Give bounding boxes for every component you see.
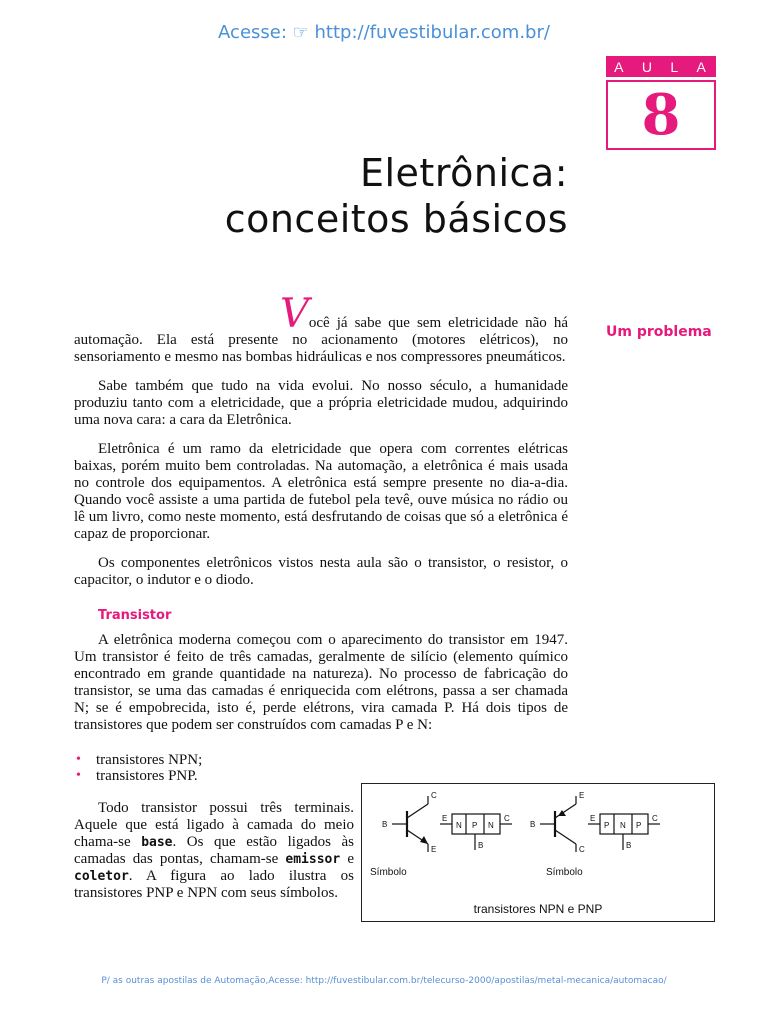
list-item-text: transistores NPN; (96, 752, 203, 768)
npn-symbol-label: Símbolo (370, 867, 407, 878)
page-title (225, 150, 568, 242)
text-run: . A figura ao lado ilustra os transistores PNP e NPN com seus símbolos. (74, 868, 354, 901)
term-base: base (141, 835, 173, 850)
transistor-section (74, 632, 568, 746)
text-run: . Os que estão ligados às camadas das pontas, chamam-se (74, 834, 354, 867)
list-item (74, 768, 202, 784)
pnp-c-label: C (579, 845, 585, 854)
aula-letter: A (696, 58, 708, 75)
aula-letter: A (614, 58, 626, 75)
bullet-icon: • (76, 752, 81, 767)
intro-text: ocê já sabe que sem eletricidade não há automação. Ela está presente no acionamento (motores elétricos), no sensoriamento e mesmo nas bombas hidráulicas e nos compressores pneumáticos. (74, 315, 568, 365)
paragraph: A eletrônica moderna começou com o aparecimento do transistor em 1947. Um transistor é feito de três camadas, geralmente de silício (elemento químico encontrado em grande quantidade na natureza). No processo de fabricação do transistor, se uma das camadas é enriquecida com elétrons, passa a ser chamada N; se é empobrecida, isto é, perde elétrons, vira camada P. Há dois tipos de transistores que podem ser construídos com camadas P e N: (74, 632, 568, 733)
figure-caption: transistores NPN e PNP (473, 902, 603, 916)
list-item-text: transistores PNP. (96, 768, 198, 784)
pnp-layers (588, 814, 660, 850)
paragraph: Eletrônica é um ramo da eletricidade que opera com correntes elétricas baixas, porém muito bem controladas. Na automação, a eletrônica é mais usada no controle dos equipamentos. A eletrônica está sempre presente no dia-a-dia. Quando você assiste a uma partida de futebol pela tevê, ouve música no rádio ou lê um livro, como neste momento, está desfrutando de coisas que só a eletrônica é capaz de proporcionar. (74, 441, 568, 542)
pnp-layer-e: E (590, 814, 596, 823)
pnp-symbol (530, 791, 585, 878)
aula-letter: U (641, 58, 654, 75)
intro-paragraph (74, 291, 568, 366)
bullet-list (74, 752, 202, 784)
npn-layer-e: E (442, 814, 448, 823)
lesson-number-box (606, 80, 716, 150)
term-coletor: coletor (74, 869, 129, 884)
transistor-diagram (362, 784, 714, 921)
npn-c-label: C (431, 791, 437, 800)
title-line-2: conceitos básicos (224, 197, 568, 241)
pnp-b-label: B (530, 820, 536, 829)
list-item (74, 752, 202, 768)
pnp-layer-2: N (620, 821, 626, 830)
aula-letter: L (670, 58, 681, 75)
footer-link[interactable]: P/ as outras apostilas de Automação,Acesse: http://fuvestibular.com.br/telecurso-2000/apostilas/metal-mecanica/automacao/ (101, 976, 667, 986)
bullet-icon: • (76, 768, 81, 783)
pnp-layer-1: P (604, 821, 610, 830)
paragraph: Sabe também que tudo na vida evolui. No nosso século, a humanidade produziu tanto com a eletricidade, que a própria eletricidade mudou, adquirindo uma nova cara: a cara da Eletrônica. (74, 378, 568, 428)
npn-layer-b: B (478, 841, 484, 850)
terminals-paragraph (74, 800, 354, 902)
term-emissor: emissor (285, 852, 341, 867)
npn-symbol (370, 791, 437, 878)
npn-layer-1: N (456, 821, 462, 830)
dropcap: V (280, 291, 309, 337)
title-line-1: Eletrônica: (359, 151, 568, 195)
pnp-symbol-label: Símbolo (546, 867, 583, 878)
npn-layers (440, 814, 512, 850)
paragraph: Os componentes eletrônicos vistos nesta aula são o transistor, o resistor, o capacitor, o indutor e o diodo. (74, 555, 568, 588)
intro-section (74, 291, 568, 601)
npn-layer-3: N (488, 821, 494, 830)
aula-label (606, 56, 716, 77)
pnp-layer-c: C (652, 814, 658, 823)
site-link[interactable]: Acesse: ☞ http://fuvestibular.com.br/ (218, 22, 550, 43)
lesson-number: 8 (641, 82, 681, 148)
transistor-figure (361, 783, 715, 922)
npn-b-label: B (382, 820, 388, 829)
npn-e-label: E (431, 845, 437, 854)
npn-layer-2: P (472, 821, 478, 830)
section-heading-transistor: Transistor (98, 608, 172, 623)
text-run: Todo transistor possui três terminais. Aquele que está ligado à camada do meio chama-se (74, 800, 354, 850)
text-run: e (340, 851, 354, 867)
pnp-layer-b: B (626, 841, 632, 850)
npn-layer-c: C (504, 814, 510, 823)
pnp-layer-3: P (636, 821, 642, 830)
side-heading: Um problema (606, 324, 712, 340)
pnp-e-label: E (579, 791, 585, 800)
